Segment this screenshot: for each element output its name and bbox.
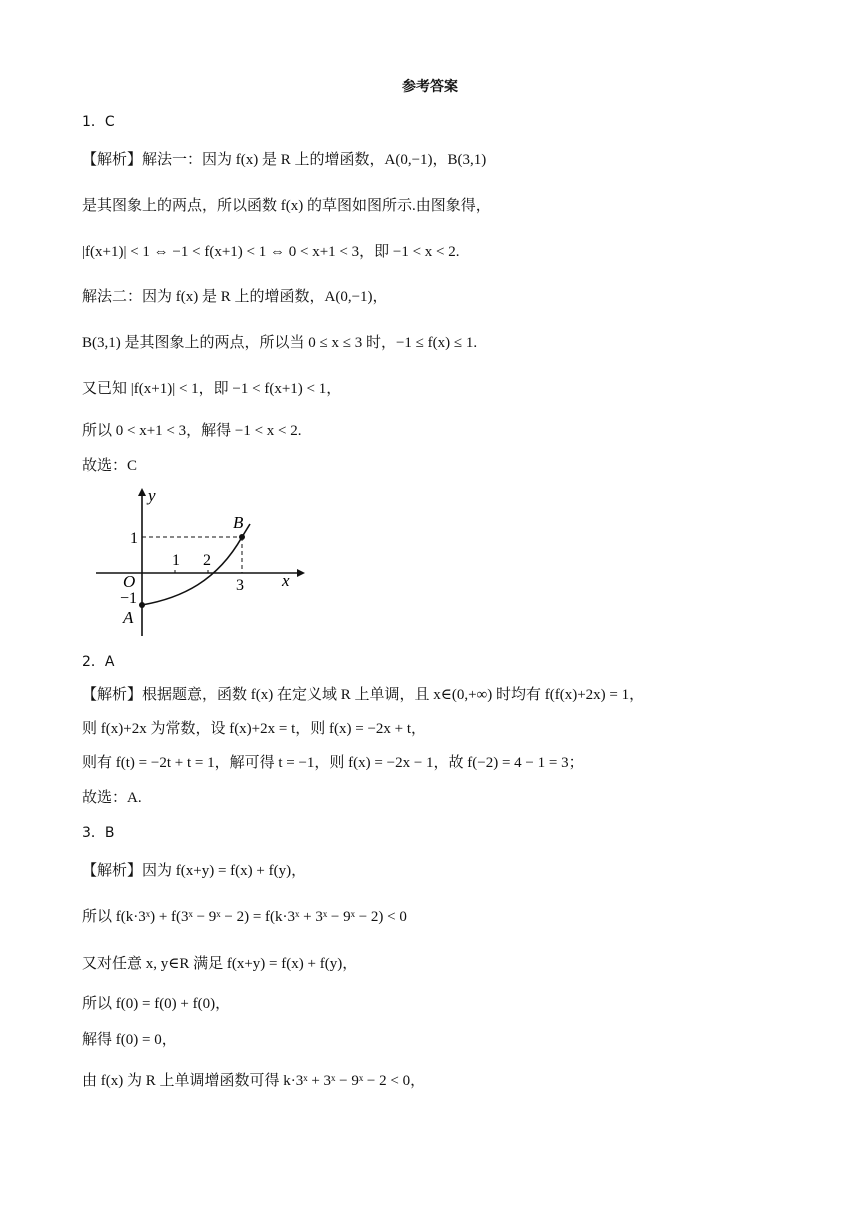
- q1-line-6: 又已知 |f(x+1)| < 1，即 −1 < f(x+1) < 1，: [82, 381, 342, 397]
- q1-line-3: |f(x+1)| < 1 ⇔ −1 < f(x+1) < 1 ⇔ 0 < x+1 < 3，即 −1 < x < 2.: [82, 244, 460, 260]
- q3-line-6: 由 f(x) 为 R 上单调增函数可得 k·3ˣ + 3ˣ − 9ˣ − 2 < 0，: [82, 1073, 426, 1089]
- y-axis-arrow: [138, 488, 146, 496]
- point-a-label: A: [123, 608, 134, 627]
- x-tick-label-3: 3: [236, 577, 244, 594]
- q2-line-1: 【解析】根据题意，函数 f(x) 在定义域 R 上单调，且 x∈(0,+∞) 时均有 f(f(x)+2x) = 1，: [82, 687, 645, 703]
- q1-answer: 故选：C: [82, 458, 138, 474]
- q2-line-3: 则有 f(t) = −2t + t = 1，解可得 t = −1，则 f(x) = −2x − 1，故 f(−2) = 4 − 1 = 3；: [82, 755, 584, 771]
- q3-line-3: 又对任意 x, y∈R 满足 f(x+y) = f(x) + f(y)，: [82, 956, 358, 972]
- function-curve: [142, 524, 250, 605]
- point-b-label: B: [233, 513, 244, 532]
- q1-line-2: 是其图象上的两点，所以函数 f(x) 的草图如图所示.由图象得，: [82, 198, 491, 214]
- q1-line-1: 【解析】解法一：因为 f(x) 是 R 上的增函数，A(0,−1)，B(3,1): [82, 152, 487, 168]
- y-axis-label: y: [148, 486, 156, 505]
- y-tick-label-1: 1: [130, 530, 138, 547]
- x-axis-arrow: [297, 569, 305, 577]
- q2-answer: 故选：A.: [82, 790, 142, 806]
- y-tick-label-minus-1: −1: [120, 590, 138, 607]
- q1-line-7: 所以 0 < x+1 < 3，解得 −1 < x < 2.: [82, 423, 302, 439]
- origin-label: O: [123, 572, 136, 591]
- q3-line-5: 解得 f(0) = 0，: [82, 1032, 177, 1048]
- q3-line-1: 【解析】因为 f(x+y) = f(x) + f(y)，: [82, 863, 307, 879]
- q3-line-2: 所以 f(k·3ˣ) + f(3ˣ − 9ˣ − 2) = f(k·3ˣ + 3ˣ − 9ˣ − 2) < 0: [82, 909, 407, 925]
- point-a-dot: [139, 602, 145, 608]
- point-b-dot: [239, 534, 245, 540]
- q3-line-4: 所以 f(0) = f(0) + f(0)，: [82, 996, 231, 1012]
- function-graph: [92, 486, 307, 638]
- x-axis-label: x: [282, 571, 290, 590]
- x-tick-label-1: 1: [172, 552, 180, 569]
- q1-line-4: 解法二：因为 f(x) 是 R 上的增函数，A(0,−1)，: [82, 289, 388, 305]
- q1-header: 1．C: [82, 114, 115, 130]
- x-tick-label-2: 2: [203, 552, 211, 569]
- page-title: 参考答案: [402, 79, 458, 95]
- q3-header: 3．B: [82, 825, 115, 841]
- q1-line-5: B(3,1) 是其图象上的两点，所以当 0 ≤ x ≤ 3 时，−1 ≤ f(x) ≤ 1.: [82, 335, 478, 351]
- q2-header: 2．A: [82, 654, 115, 670]
- q2-line-2: 则 f(x)+2x 为常数，设 f(x)+2x = t，则 f(x) = −2x + t，: [82, 721, 427, 737]
